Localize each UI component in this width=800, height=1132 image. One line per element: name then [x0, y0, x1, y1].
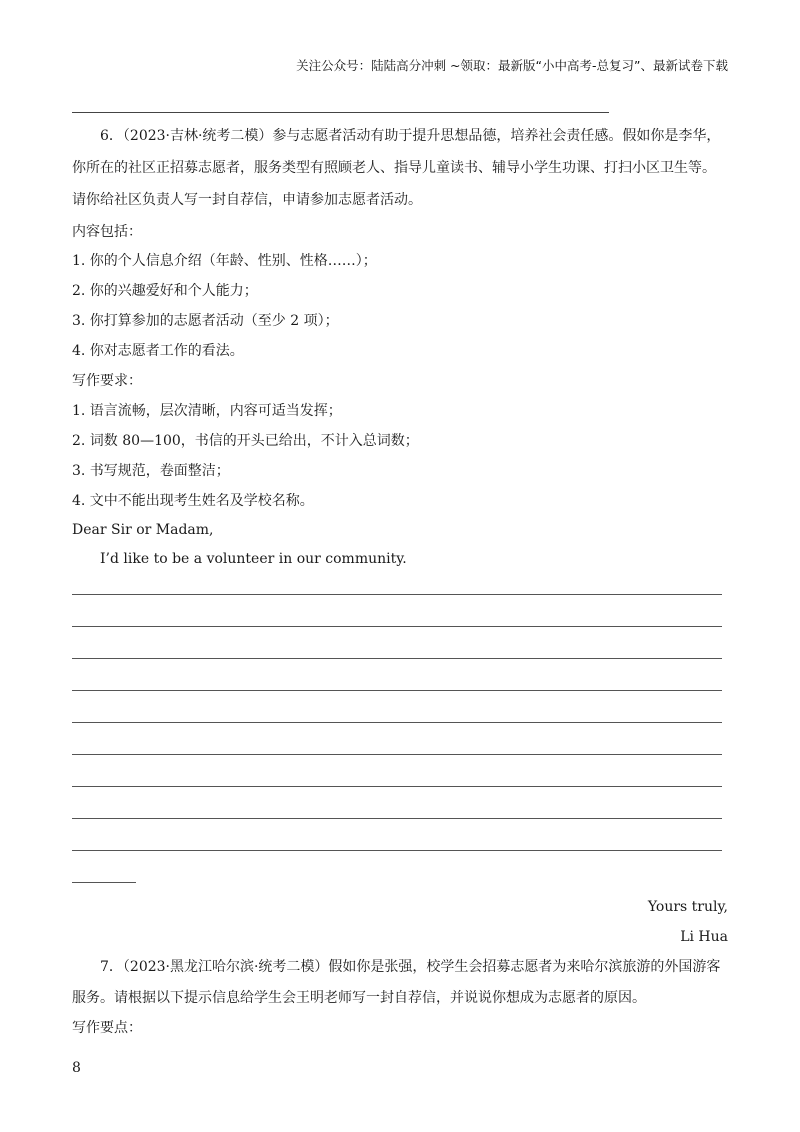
writing-line: [72, 626, 722, 627]
writing-line: [72, 786, 722, 787]
q7-line-1: 7．（2023·黑龙江哈尔滨·统考二模）假如你是张强，校学生会招募志愿者为来哈尔滨旅游的外国游客: [100, 959, 721, 975]
top-divider: [72, 112, 609, 113]
q6-requirements-heading: 写作要求：: [72, 373, 142, 389]
writing-line: [72, 850, 722, 851]
q6-requirement-4: 4. 文中不能出现考生姓名及学校名称。: [72, 493, 314, 509]
writing-line-short: [72, 882, 136, 883]
page-number: 8: [72, 1060, 81, 1076]
q6-content-item-4: 4. 你对志愿者工作的看法。: [72, 343, 244, 359]
letter-opening-sentence: I’d like to be a volunteer in our community.: [100, 551, 407, 567]
writing-line: [72, 722, 722, 723]
writing-line: [72, 594, 722, 595]
letter-salutation: Dear Sir or Madam,: [72, 522, 214, 538]
writing-line: [72, 690, 722, 691]
letter-signature: Li Hua: [680, 929, 728, 945]
q7-line-2: 服务。请根据以下提示信息给学生会王明老师写一封自荐信，并说说你想成为志愿者的原因。: [72, 990, 646, 1006]
q6-line-3: 请你给社区负责人写一封自荐信，申请参加志愿者活动。: [72, 192, 422, 208]
page-header: 关注公众号：陆陆高分冲刺 ~领取：最新版“小中高考-总复习”、最新试卷下载: [296, 58, 728, 73]
q6-requirement-1: 1. 语言流畅，层次清晰，内容可适当发挥；: [72, 403, 342, 419]
q6-line-2: 你所在的社区正招募志愿者，服务类型有照顾老人、指导儿童读书、辅导小学生功课、打扫小区卫生等。: [72, 160, 716, 176]
writing-line: [72, 754, 722, 755]
q6-line-1: 6．（2023·吉林·统考二模）参与志愿者活动有助于提升思想品德，培养社会责任感。假如你是李华，: [100, 128, 721, 144]
q6-requirement-3: 3. 书写规范，卷面整洁；: [72, 463, 230, 479]
writing-line: [72, 818, 722, 819]
q6-requirement-2: 2. 词数 80—100，书信的开头已给出，不计入总词数；: [72, 433, 419, 449]
q6-content-item-2: 2. 你的兴趣爱好和个人能力；: [72, 283, 258, 299]
writing-line: [72, 658, 722, 659]
q6-content-item-1: 1. 你的个人信息介绍（年龄、性别、性格……）；: [72, 253, 377, 269]
q6-content-item-3: 3. 你打算参加的志愿者活动（至少 2 项）；: [72, 313, 339, 329]
q6-content-heading: 内容包括：: [72, 224, 142, 240]
letter-closing: Yours truly,: [647, 899, 728, 915]
q7-points-heading: 写作要点：: [72, 1020, 142, 1036]
